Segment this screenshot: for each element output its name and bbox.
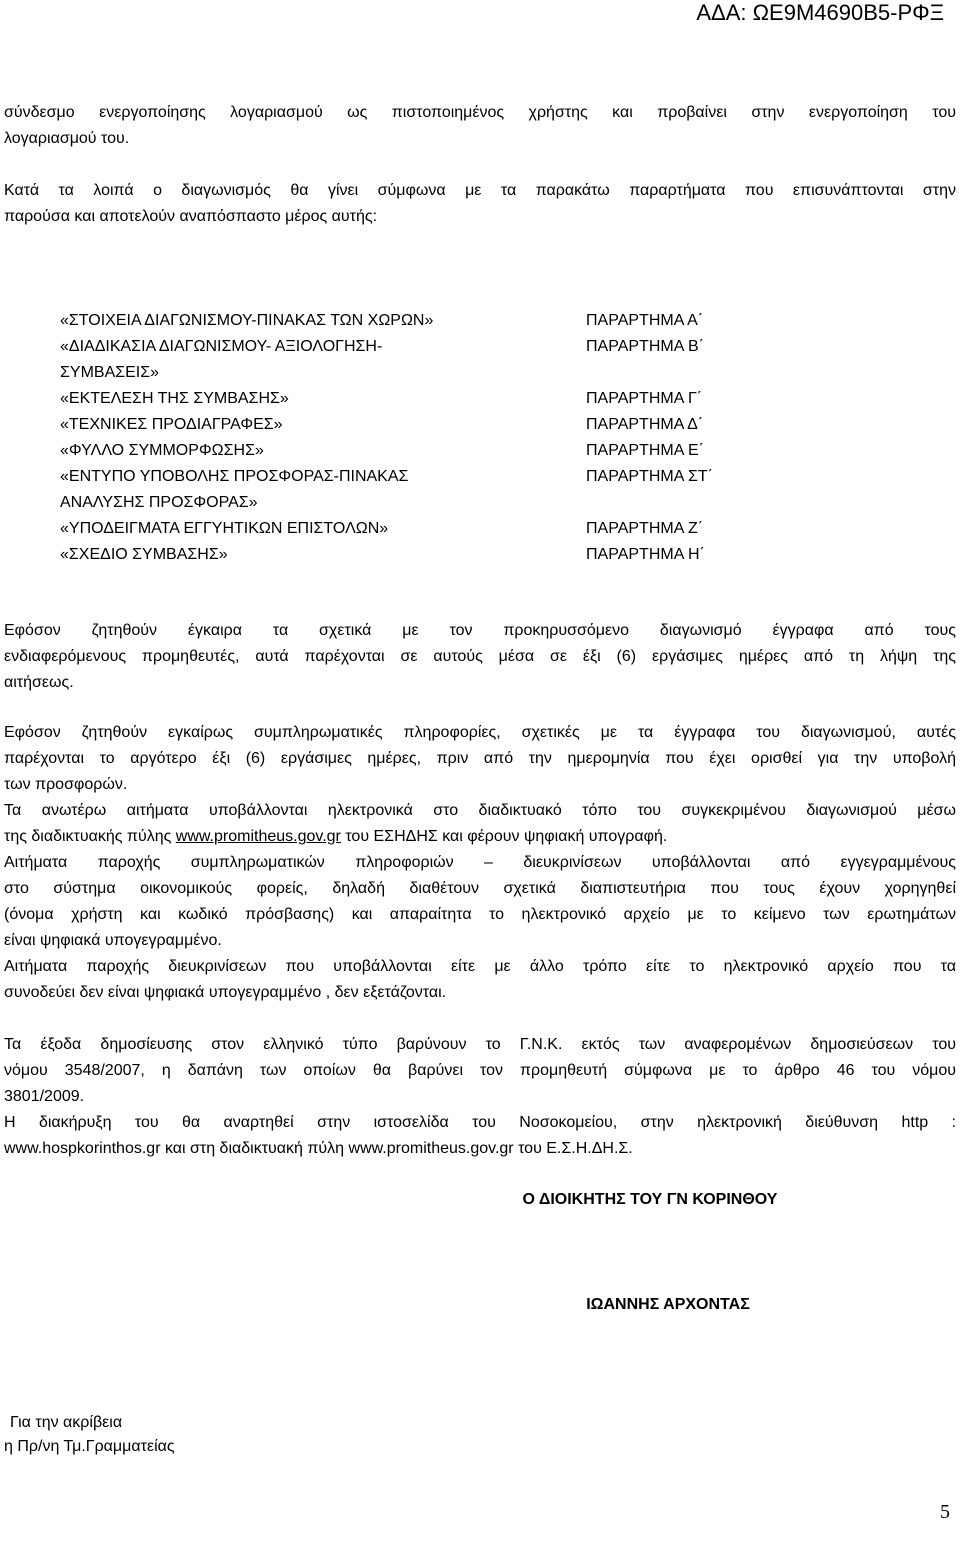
intro-line: Κατά τα λοιπά ο διαγωνισμός θα γίνει σύμφωνα με τα παρακάτω παραρτήματα που επισυνάπτονται στην (4, 182, 956, 199)
body-line: Τα ανωτέρω αιτήματα υποβάλλονται ηλεκτρονικά στο διαδικτυακό τόπο του συγκεκριμένου διαγωνισμού μέσω (4, 802, 956, 819)
body-line: Τα έξοδα δημοσίευσης στον ελληνικό τύπο βαρύνουν το Γ.Ν.Κ. εκτός των αναφερομένων δημοσιεύσεων του (4, 1036, 956, 1053)
body-line: Εφόσον ζητηθούν εγκαίρως συμπληρωματικές πληροφορίες, σχετικές με τα έγγραφα του διαγωνισμού, αυτές (4, 724, 956, 741)
body-line: ενδιαφερόμενους προμηθευτές, αυτά παρέχονται σε αυτούς μέσα σε έξι (6) εργάσιμες ημέρες από τη λήψη της (4, 648, 956, 665)
intro-line: σύνδεσμο ενεργοποίησης λογαριασμού ως πιστοποιημένος χρήστης και προβαίνει στην ενεργοποίηση του (4, 104, 956, 121)
annex-row (60, 542, 940, 568)
annex-title: «ΔΙΑΔΙΚΑΣΙΑ ΔΙΑΓΩΝΙΣΜΟΥ- ΑΞΙΟΛΟΓΗΣΗ- (60, 338, 383, 355)
annex-label: ΠΑΡΑΡΤΗΜΑ Η΄ (586, 546, 705, 563)
signature-role: Ο ΔΙΟΙΚΗΤΗΣ ΤΟΥ ΓΝ ΚΟΡΙΝΘΟΥ (522, 1191, 778, 1208)
body-line: των προσφορών. (4, 776, 128, 793)
signature-name: ΙΩΑΝΝΗΣ ΑΡΧΟΝΤΑΣ (586, 1296, 750, 1313)
body-line: Εφόσον ζητηθούν έγκαιρα τα σχετικά με τον προκηρυσσόμενο διαγωνισμό έγγραφα από τους (4, 622, 956, 639)
annex-label: ΠΑΡΑΡΤΗΜΑ Ε΄ (586, 442, 704, 459)
annex-label: ΠΑΡΑΡΤΗΜΑ Ζ΄ (586, 520, 704, 537)
annex-title: «ΕΝΤΥΠΟ ΥΠΟΒΟΛΗΣ ΠΡΟΣΦΟΡΑΣ-ΠΙΝΑΚΑΣ (60, 468, 409, 485)
accuracy-line: Για την ακρίβεια (10, 1414, 123, 1431)
body-line: στο σύστημα οικονομικούς φορείς, δηλαδή διαθέτουν σχετικά διαπιστευτήρια που τους έχουν χορηγηθεί (4, 880, 956, 897)
annex-label: ΠΑΡΑΡΤΗΜΑ Α΄ (586, 312, 704, 329)
body-line (4, 824, 956, 850)
body-line: 3801/2009. (4, 1088, 85, 1105)
annex-row (60, 516, 940, 542)
accuracy-signer: η Πρ/νη Τμ.Γραμματείας (4, 1438, 175, 1455)
body-line: είναι ψηφιακά υπογεγραμμένο. (4, 932, 222, 949)
annex-label: ΠΑΡΑΡΤΗΜΑ Δ΄ (586, 416, 704, 433)
annex-title: «ΤΕΧΝΙΚΕΣ ΠΡΟΔΙΑΓΡΑΦΕΣ» (60, 416, 283, 433)
annex-title: ΣΥΜΒΑΣΕΙΣ» (60, 364, 160, 381)
intro-line: παρούσα και αποτελούν αναπόσπαστο μέρος αυτής: (4, 208, 378, 225)
ada-code: ΑΔΑ: ΩΕ9Μ4690Β5-ΡΦΞ (696, 0, 944, 25)
body-text: του ΕΣΗΔΗΣ και φέρουν ψηφιακή υπογραφή. (340, 828, 668, 845)
annex-title: ΑΝΑΛΥΣΗΣ ΠΡΟΣΦΟΡΑΣ» (60, 494, 258, 511)
annex-row (60, 438, 940, 464)
body-line: (όνομα χρήστη και κωδικό πρόσβασης) και απαραίτητα το ηλεκτρονικό αρχείο με το κείμενο των ερωτημάτων (4, 906, 956, 923)
body-line: συνοδεύει δεν είναι ψηφιακά υπογεγραμμένο , δεν εξετάζονται. (4, 984, 447, 1001)
body-line: αιτήσεως. (4, 674, 74, 691)
body-line: Αιτήματα παροχής συμπληρωματικών πληροφοριών – διευκρινίσεων υποβάλλονται από εγγεγραμμένους (4, 854, 956, 871)
page-number: 5 (940, 1501, 950, 1523)
intro-line: λογαριασμού του. (4, 130, 130, 147)
annex-row (60, 412, 940, 438)
annex-row (60, 464, 940, 490)
annex-row (60, 490, 940, 516)
body-text: της διαδικτυακής πύλης (4, 828, 176, 845)
annex-label: ΠΑΡΑΡΤΗΜΑ Γ΄ (586, 390, 703, 407)
annex-title: «ΣΧΕΔΙΟ ΣΥΜΒΑΣΗΣ» (60, 546, 228, 563)
body-line: Η διακήρυξη του θα αναρτηθεί στην ιστοσελίδα του Νοσοκομείου, στην ηλεκτρονική διεύθυνση http : (4, 1114, 956, 1131)
body-line: Αιτήματα παροχής διευκρινίσεων που υποβάλλονται είτε με άλλο τρόπο είτε το ηλεκτρονικό αρχείο που τα (4, 958, 956, 975)
annex-row (60, 386, 940, 412)
annex-row (60, 334, 940, 360)
body-line: παρέχονται το αργότερο έξι (6) εργάσιμες ημέρες, πριν από την ημερομηνία που έχει ορισθεί για την υποβολή (4, 750, 956, 767)
annex-title: «ΥΠΟΔΕΙΓΜΑΤΑ ΕΓΓΥΗΤΙΚΩΝ ΕΠΙΣΤΟΛΩΝ» (60, 520, 389, 537)
annex-title: «ΣΤΟΙΧΕΙΑ ΔΙΑΓΩΝΙΣΜΟΥ-ΠΙΝΑΚΑΣ ΤΩΝ ΧΩΡΩΝ» (60, 312, 434, 329)
annex-title: «ΕΚΤΕΛΕΣΗ ΤΗΣ ΣΥΜΒΑΣΗΣ» (60, 390, 289, 407)
annex-row (60, 308, 940, 334)
annex-row (60, 360, 940, 386)
annex-label: ΠΑΡΑΡΤΗΜΑ Β΄ (586, 338, 704, 355)
promitheus-link[interactable]: www.promitheus.gov.gr (175, 828, 341, 845)
body-line: νόμου 3548/2007, η δαπάνη των οποίων θα βαρύνει τον προμηθευτή σύμφωνα με το άρθρο 46 του νόμου (4, 1062, 956, 1079)
annex-title: «ΦΥΛΛΟ ΣΥΜΜΟΡΦΩΣΗΣ» (60, 442, 264, 459)
body-line: www.hospkorinthos.gr και στη διαδικτυακή πύλη www.promitheus.gov.gr του Ε.Σ.Η.ΔΗ.Σ. (4, 1140, 633, 1157)
annex-label: ΠΑΡΑΡΤΗΜΑ ΣΤ΄ (586, 468, 713, 485)
